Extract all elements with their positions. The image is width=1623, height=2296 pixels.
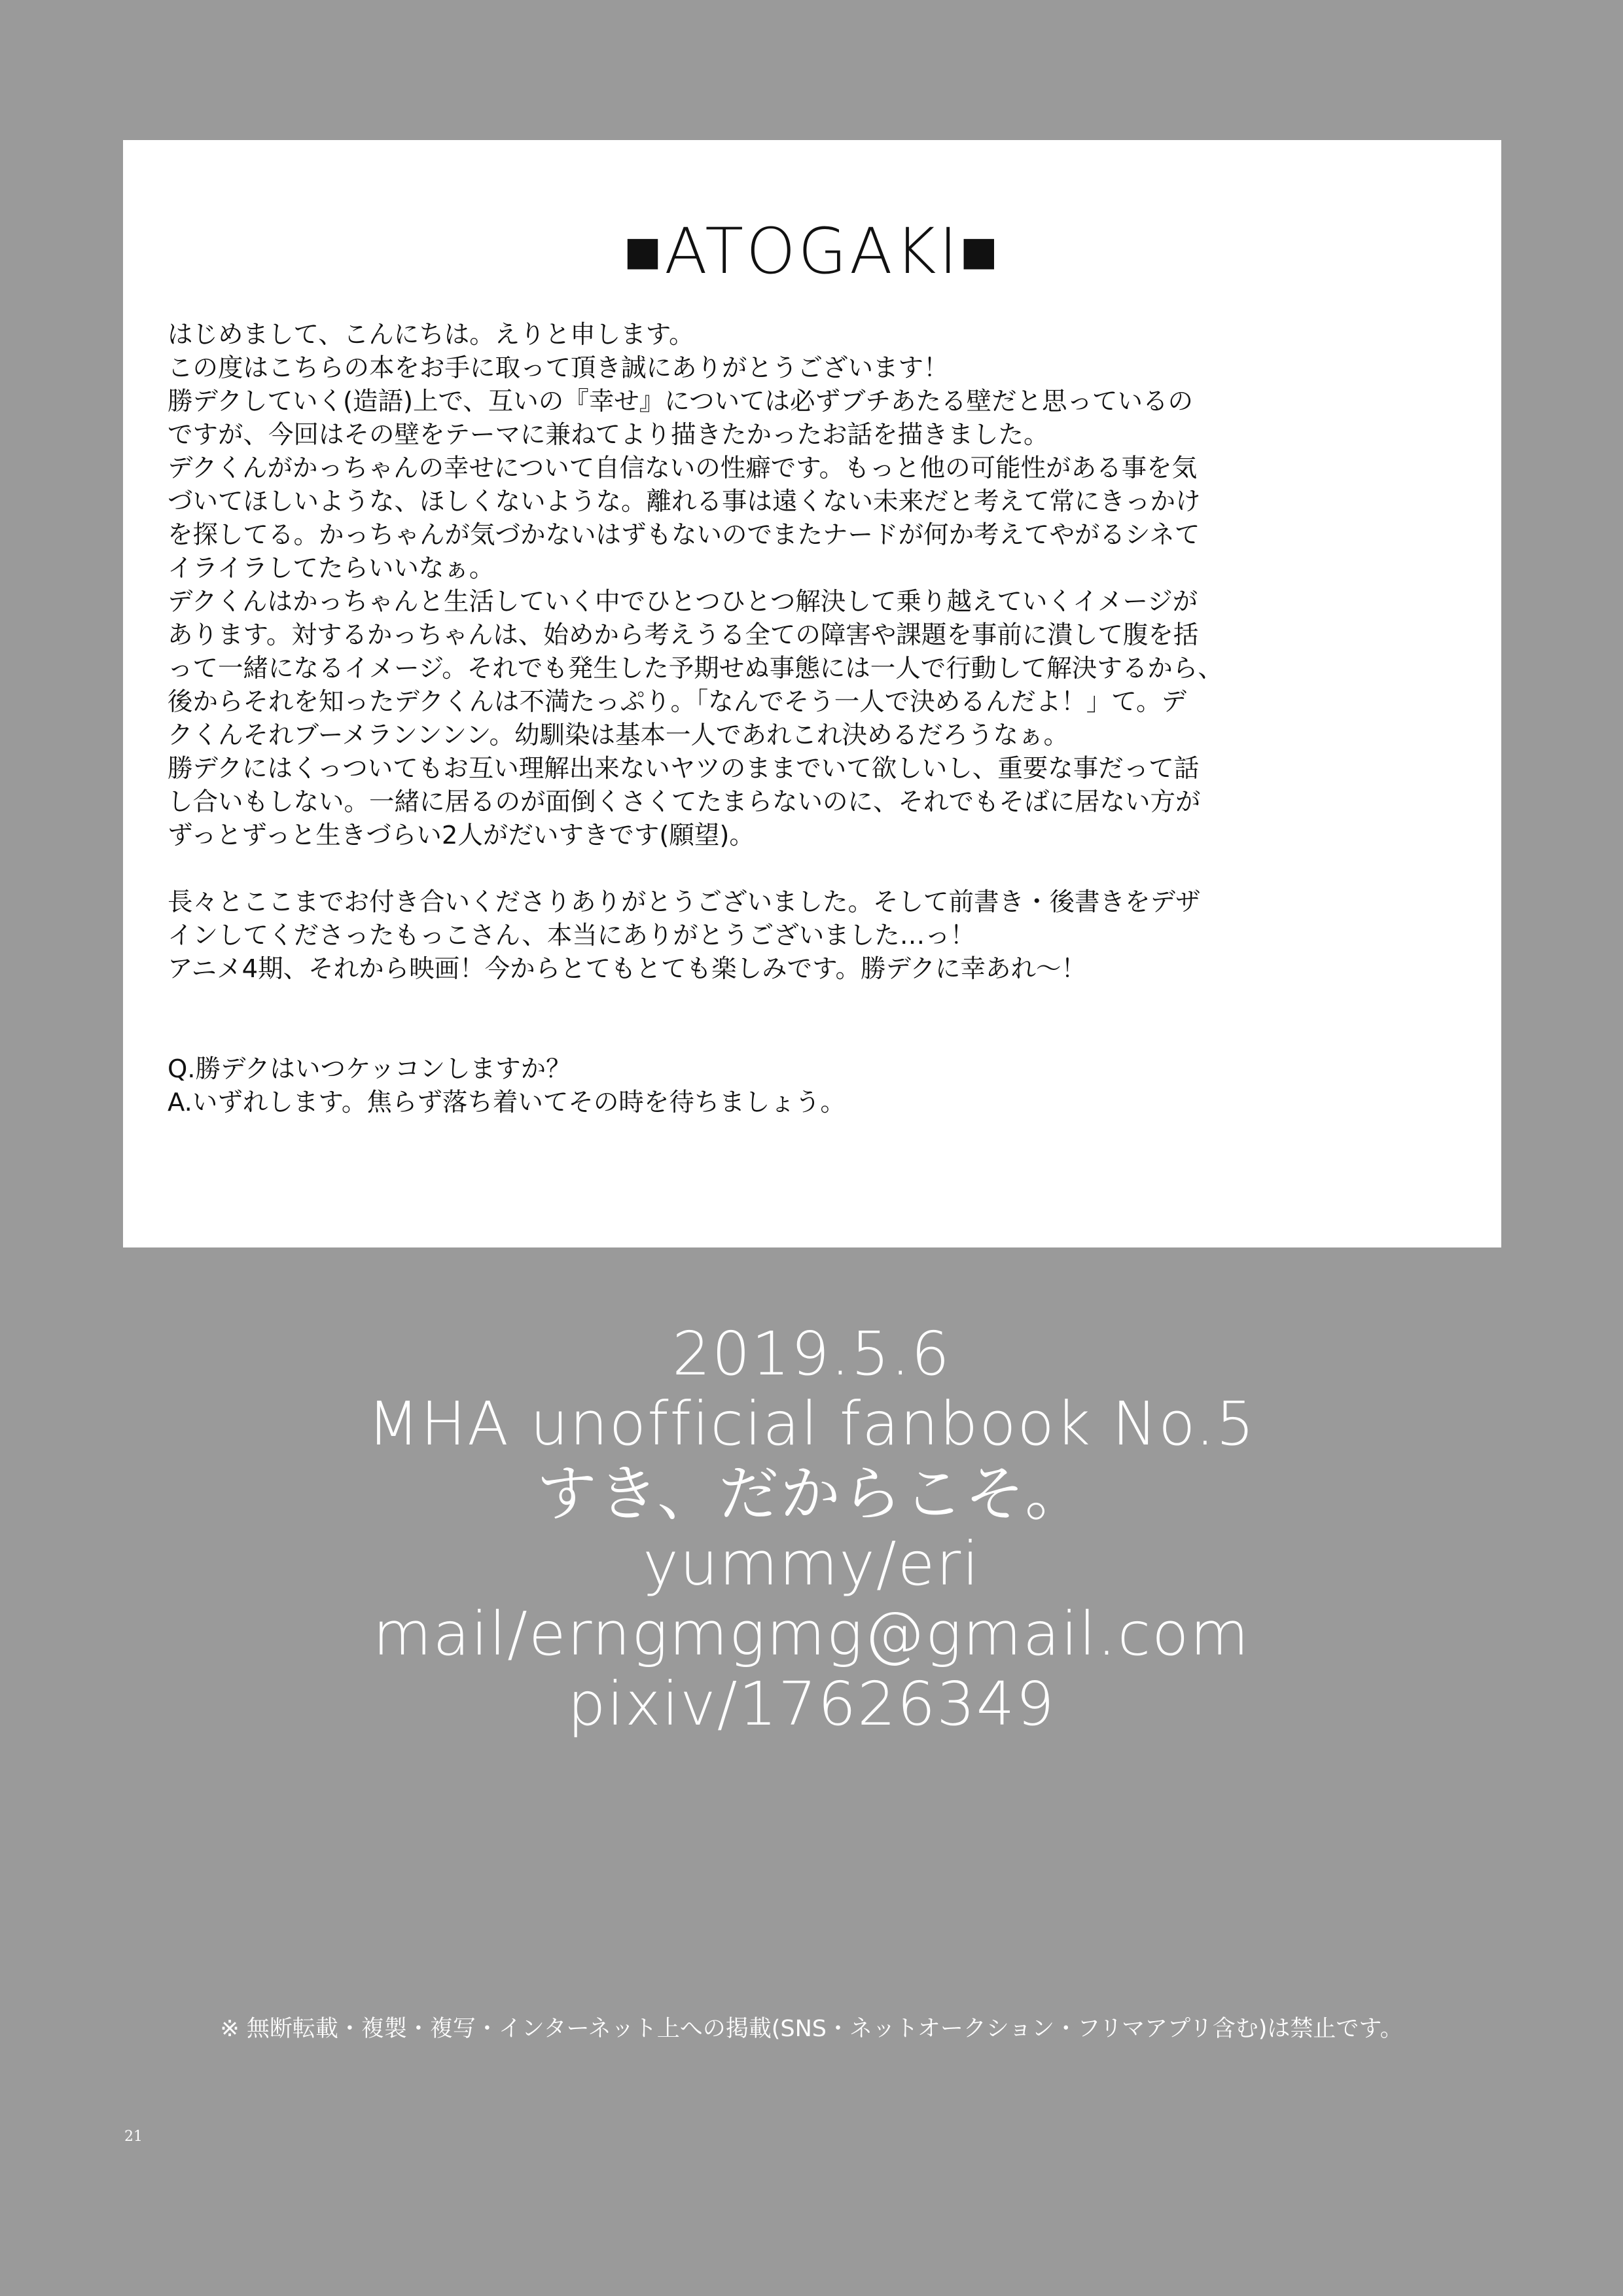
afterword-line: この度はこちらの本をお手に取って頂き誠にありがとうございます！ bbox=[168, 353, 949, 383]
afterword-line: って一緒になるイメージ。それでも発生した予期せぬ事態には一人で行動して解決するから、 bbox=[168, 654, 1223, 683]
afterword-line: し合いもしない。一緒に居るのが面倒くさくてたまらないのに、それでもそばに居ない方が bbox=[168, 787, 1201, 817]
circle-name: yummy/eri bbox=[643, 1529, 980, 1599]
copyright-notice: ※ 無断転載・複製・複写・インターネット上への掲載(SNS・ネットオークション・フリマアプリ含む)は禁止です。 bbox=[220, 2016, 1403, 2042]
afterword-line: を探してる。かっちゃんが気づかないはずもないのでまたナードが何か考えてやがるシネて bbox=[168, 520, 1200, 550]
qa-question: Q.勝デクはいつケッコンしますか？ bbox=[168, 1054, 571, 1084]
contact-mail: mail/erngmgmg@gmail.com bbox=[372, 1599, 1251, 1669]
book-title: すき、だからこそ。 bbox=[536, 1459, 1087, 1529]
afterword-line: 後からそれを知ったデクくんは不満たっぷり。「なんでそう一人で決めるんだよ！」て。デ bbox=[168, 687, 1186, 717]
afterword-line: ですが、今回はその壁をテーマに兼ねてより描きたかったお話を描きました。 bbox=[168, 420, 1049, 450]
afterword-title: ■ATOGAKI■ bbox=[624, 215, 1001, 288]
afterword-line: デクくんはかっちゃんと生活していく中でひとつひとつ解決して乗り越えていくイメージが bbox=[168, 587, 1198, 617]
paragraph-spacer bbox=[168, 986, 1476, 1019]
afterword-line: イライラしてたらいいなぁ。 bbox=[168, 554, 495, 583]
afterword-panel bbox=[123, 140, 1501, 1247]
publication-date: 2019.5.6 bbox=[672, 1319, 951, 1389]
afterword-line: はじめまして、こんにちは。えりと申します。 bbox=[168, 320, 694, 350]
colophon bbox=[0, 1319, 1623, 1739]
paragraph-spacer bbox=[168, 1019, 1476, 1052]
qa-answer: A.いずれします。焦らず落ち着いてその時を待ちましょう。 bbox=[168, 1088, 846, 1117]
afterword-line: ずっとずっと生きづらい2人がだいすきです(願望)。 bbox=[168, 821, 755, 850]
series-name: MHA unofficial fanbook No.5 bbox=[367, 1389, 1256, 1459]
pixiv-id: pixiv/17626349 bbox=[567, 1669, 1056, 1739]
afterword-line: デクくんがかっちゃんの幸せについて自信ないの性癖です。もっと他の可能性がある事を気 bbox=[168, 454, 1198, 483]
afterword-line: 勝デクにはくっついてもお互い理解出来ないヤツのままでいて欲しいし、重要な事だって話 bbox=[168, 754, 1200, 783]
page-number: 21 bbox=[124, 2128, 143, 2145]
afterword-line: 長々とここまでお付き合いくださりありがとうございました。そして前書き・後書きをデザ bbox=[168, 888, 1201, 917]
paragraph-spacer bbox=[168, 852, 1476, 886]
afterword-line: インしてくださったもっこさん、本当にありがとうございました…っ！ bbox=[168, 921, 976, 950]
afterword-body bbox=[168, 318, 1476, 1119]
afterword-line: あります。対するかっちゃんは、始めから考えうる全ての障害や課題を事前に潰して腹を括 bbox=[168, 620, 1199, 650]
afterword-line: アニメ4期、それから映画！今からとてもとても楽しみです。勝デクに幸あれ〜！ bbox=[168, 954, 1086, 984]
afterword-line: 勝デクしていく(造語)上で、互いの『幸せ』については必ずブチあたる壁だと思っているの bbox=[168, 387, 1193, 416]
afterword-line: クくんそれブーメランンンン。幼馴染は基本一人であれこれ決めるだろうなぁ。 bbox=[168, 721, 1069, 750]
afterword-line: づいてほしいような、ほしくないような。離れる事は遠くない未来だと考えて常にきっかけ bbox=[168, 487, 1201, 516]
